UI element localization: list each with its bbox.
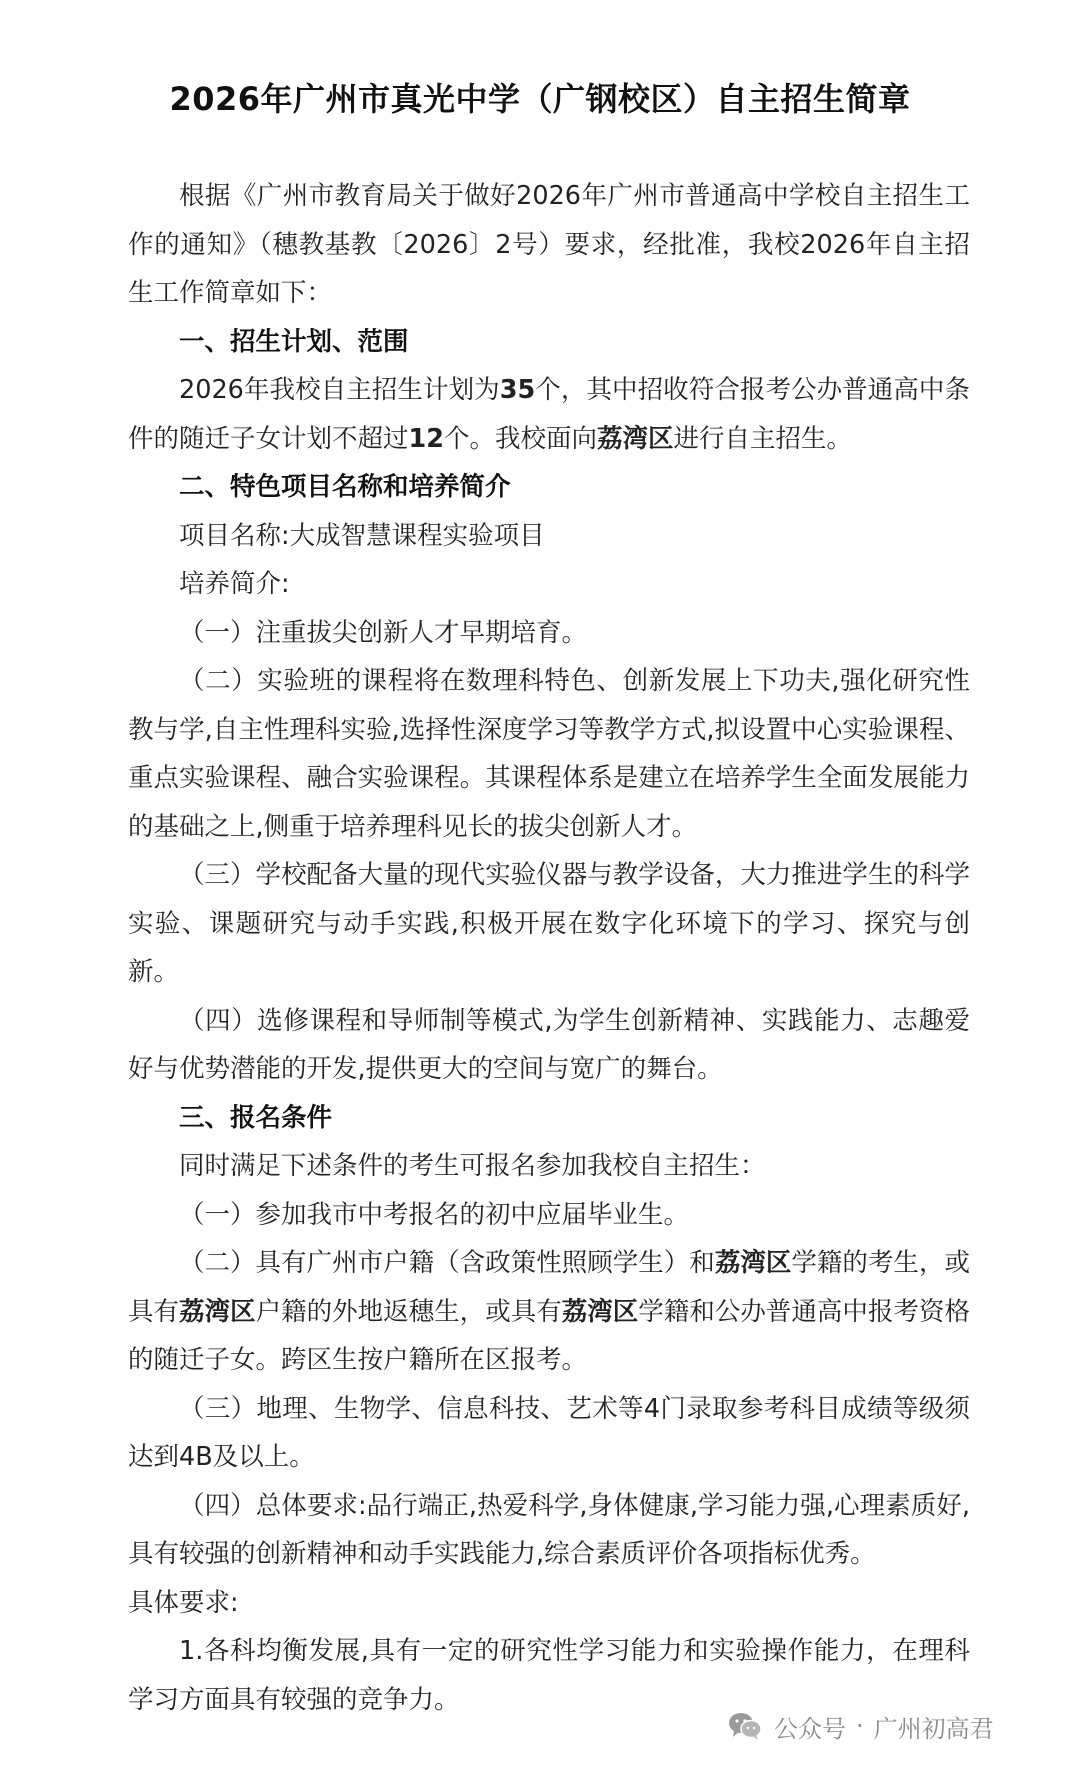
footer-account: 广州初高君 bbox=[873, 1714, 994, 1743]
watermark-footer bbox=[728, 1706, 994, 1746]
specific-label: 具体要求: bbox=[128, 1587, 239, 1618]
plan-count: 35 bbox=[499, 375, 536, 405]
section3-heading: 三、报名条件 bbox=[179, 1102, 333, 1133]
condition-item-3: （三）地理、生物学、信息科技、艺术等4门录取参考科目成绩等级须达到4B及以上。 bbox=[128, 1393, 970, 1472]
section1-paragraph: 2026年我校自主招生计划为35个，其中招收符合报考公办普通高中条件的随迁子女计划不超过12个。我校面向荔湾区进行自主招生。 bbox=[128, 375, 970, 454]
training-item-3: （三）学校配备大量的现代实验仪器与教学设备，大力推进学生的科学实验、课题研究与动手实践,积极开展在数字化环境下的学习、探究与创新。 bbox=[128, 860, 970, 987]
migrant-plan-count: 12 bbox=[408, 423, 445, 454]
intro-paragraph: 根据《广州市教育局关于做好2026年广州市普通高中学校自主招生工作的通知》（穗教基教〔2026〕2号）要求，经批准，我校2026年自主招生工作简章如下： bbox=[128, 181, 970, 308]
project-name: 项目名称:大成智慧课程实验项目 bbox=[179, 520, 545, 551]
specific-item-1: 1.各科均衡发展,具有一定的研究性学习能力和实验操作能力，在理科学习方面具有较强的竞争力。 bbox=[128, 1636, 970, 1715]
footer-separator: · bbox=[856, 1712, 864, 1740]
condition-item-2: （二）具有广州市户籍（含政策性照顾学生）和荔湾区学籍的考生，或具有荔湾区户籍的外地返穗生，或具有荔湾区学籍和公办普通高中报考资格的随迁子女。跨区生按户籍所在区报考。 bbox=[128, 1248, 970, 1375]
section1-heading: 一、招生计划、范围 bbox=[179, 326, 409, 357]
document-body bbox=[128, 172, 970, 1724]
training-item-1: （一）注重拔尖创新人才早期培育。 bbox=[179, 617, 588, 648]
wechat-icon bbox=[728, 1711, 762, 1741]
condition-item-1: （一）参加我市中考报名的初中应届毕业生。 bbox=[179, 1199, 690, 1230]
section3-lead: 同时满足下述条件的考生可报名参加我校自主招生： bbox=[179, 1151, 766, 1181]
condition-item-4: （四）总体要求:品行端正,热爱科学,身体健康,学习能力强,心理素质好,具有较强的创新精神和动手实践能力,综合素质评价各项指标优秀。 bbox=[128, 1490, 970, 1569]
district-name: 荔湾区 bbox=[597, 423, 674, 454]
training-item-4: （四）选修课程和导师制等模式,为学生创新精神、实践能力、志趣爱好与优势潜能的开发,提供更大的空间与宽广的舞台。 bbox=[128, 1005, 970, 1084]
training-label: 培养简介: bbox=[179, 569, 290, 599]
footer-label: 公众号 bbox=[774, 1714, 846, 1743]
section2-heading: 二、特色项目名称和培养简介 bbox=[179, 472, 511, 502]
training-item-2: （二）实验班的课程将在数理科特色、创新发展上下功夫,强化研究性教与学,自主性理科实验,选择性深度学习等教学方式,拟设置中心实验课程、重点实验课程、融合实验课程。其课程体系是建立在培养学生全面发展能力的基础之上,侧重于培养理科见长的拔尖创新人才。 bbox=[128, 666, 970, 842]
document-title: 2026年广州市真光中学（广钢校区）自主招生简章 bbox=[169, 80, 911, 118]
